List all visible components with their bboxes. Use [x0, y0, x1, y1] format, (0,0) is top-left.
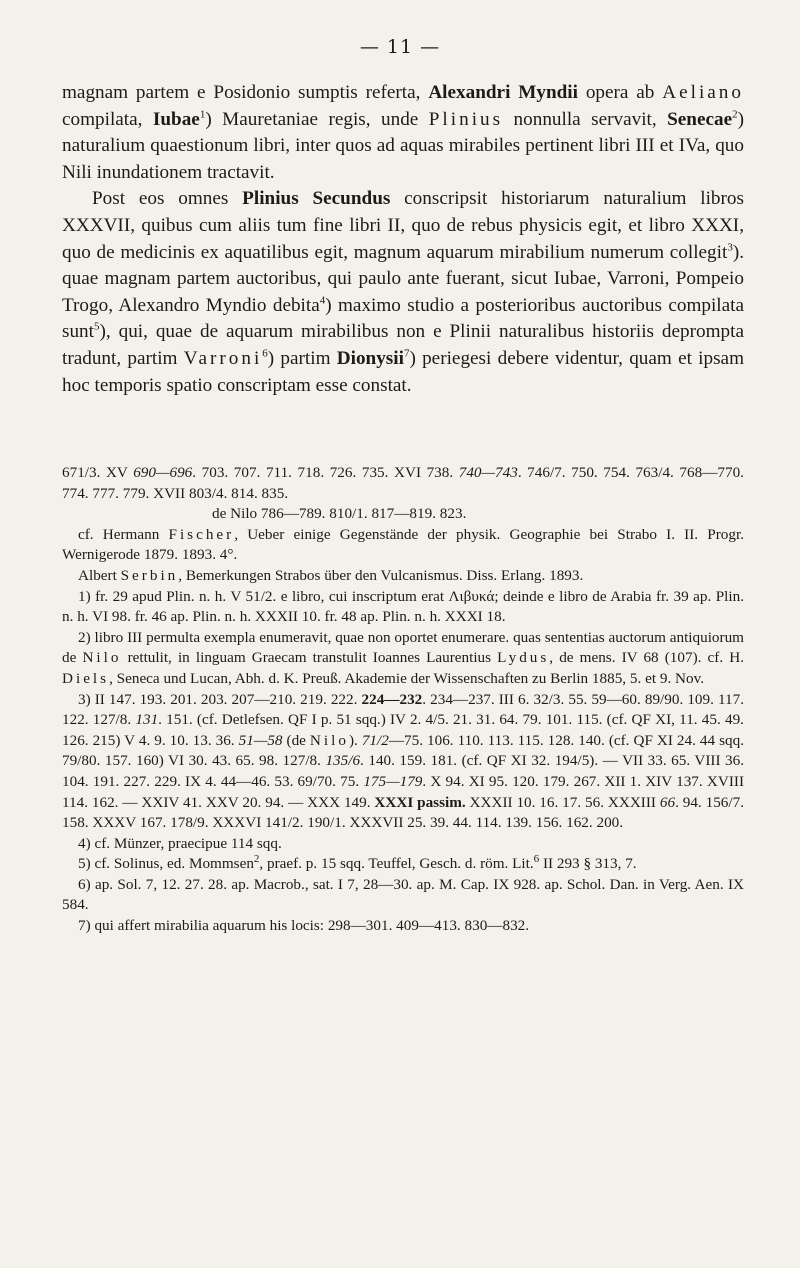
text-run: ). — [348, 731, 362, 749]
text-run: Senecae — [667, 108, 733, 130]
text-run: —75. 106. 110. 113. 115. 128. 140. (cf. QF XI 24. 44 sqq. 79/80. 157. 160) VI 30. 43. 65. 98. 127/8. — [62, 731, 745, 770]
text-run: Lydus — [497, 649, 550, 667]
text-run: , Bemerkungen Strabos über den Vulcanismus. Diss. Erlang. 1893. — [178, 566, 584, 584]
text-run: Alexandri Myndii — [428, 82, 578, 103]
footnotes — [62, 463, 744, 937]
text-run: 4) cf. Münzer, praecipue 114 sqq. — [78, 834, 282, 852]
text-run: Plinius Secundus — [242, 188, 391, 210]
footnote-marker: 2 — [732, 108, 738, 121]
text-run: magnam partem e Posidonio sumptis referta, — [62, 82, 429, 103]
text-run: Diels — [62, 669, 110, 687]
page-number: — 11 — — [359, 36, 441, 58]
text-run: rettulit, in linguam Graecam transtulit Ioannes Laurentius — [121, 649, 498, 667]
text-run: , de mens. IV 68 (107). cf. H. — [549, 649, 745, 667]
text-run: Serbin — [120, 566, 179, 584]
footnote — [62, 916, 744, 937]
text-run: 671/3. XV — [62, 464, 134, 481]
footnote — [62, 463, 744, 504]
text-run: Fischer — [168, 525, 235, 543]
text-run: 740—743 — [458, 464, 518, 481]
text-run: , praef. p. 15 sqq. Teuffel, Gesch. d. röm. Lit. — [259, 855, 534, 873]
footnote-marker: 6 — [533, 853, 540, 866]
text-run: , Seneca und Lucan, Abh. d. K. Preuß. Akademie der Wissenschaften zu Berlin 1885, 5. et 9. Nov. — [109, 669, 704, 687]
text-run: 3) II 147. 193. 201. 203. 207—210. 219. 222. — [78, 690, 362, 708]
text-run: . 140. 159. 181. (cf. QF XI 32. 194/5). — VII 33. 65. VIII 36. 104. 191. 227. 229. IX 4. 44—46. 53. 69/70. 75. — [62, 752, 744, 790]
text-run: II 293 § 313, 7. — [539, 855, 637, 873]
text-run: 131 — [135, 711, 159, 729]
footnote-marker: 6 — [262, 347, 268, 360]
text-run: 690—696 — [133, 464, 193, 481]
text-run: . 746/7. 750. 754. 763/4. 768—770. 774. 777. 779. XVII 803/4. 814. 835. — [62, 464, 744, 502]
text-run: 6) ap. Sol. 7, 12. 27. 28. ap. Macrob., sat. I 7, 28—30. ap. M. Cap. IX 928. ap. Schol. Dan. in Verg. Aen. IX 584. — [62, 875, 744, 914]
footnote-marker: 7 — [403, 347, 410, 360]
text-run: ) naturalium quaestionum libri, inter quos ad aquas mirabiles pertinent libri III et IVa, quo Nili inundationem tractavit. — [62, 108, 745, 183]
text-run: Nilo — [309, 731, 349, 749]
text-run: 175—179 — [363, 772, 423, 790]
text-run: conscripsit historiarum naturalium libros XXXVII, quibus cum aliis tum fine libri II, quo de rebus physicis egit, et libro XXXI, quo de medicinis ex aquatilibus egit, magnum aquarum mirabilium numerum collegit — [62, 188, 744, 263]
footnote — [62, 875, 744, 916]
text-run: compilata, — [62, 108, 153, 130]
text-run: ), qui, quae de aquarum mirabilibus non e Plinii naturalibus historiis deprompta tradunt, partim — [62, 321, 744, 369]
text-run: . X 94. XI 95. 120. 179. 267. XII 1. XIV 137. XVIII 114. 162. — XXIV 41. XXV 20. 94. — XXX 149. — [62, 772, 744, 811]
text-run: opera ab — [577, 82, 663, 103]
text-run: ) maximo studio a posterioribus auctoribus compilata sunt — [62, 294, 744, 343]
footnote — [62, 834, 744, 855]
text-run: XXXI passim. — [374, 793, 466, 811]
paragraph — [62, 80, 744, 186]
footnote — [62, 566, 744, 587]
text-run: . 703. 707. 711. 718. 726. 735. XVI 738. — [192, 464, 459, 481]
text-run: 224—232 — [361, 690, 423, 708]
text-run: (de — [282, 731, 310, 749]
footnote-marker: 1 — [199, 108, 206, 121]
text-run: XXXII 10. 16. 17. 56. XXXIII — [465, 793, 660, 811]
text-run: 51—58 — [238, 731, 283, 749]
text-run: ). quae magnam partem auctoribus, qui paulo ante fuerant, sicut Iubae, Varroni, Pompeio Trogo, Alexandro Myndio debita — [62, 241, 744, 316]
footnote-marker: 4 — [319, 294, 326, 307]
text-run: Nilo — [82, 649, 122, 667]
text-run: Dionysii — [336, 347, 404, 369]
text-run: 1) fr. 29 apud Plin. n. h. V 51/2. e libro, cui inscriptum erat Λιβυκά; deinde e libro de Arabia fr. 39 ap. Plin. n. h. VI 98. fr. 46 ap. Plin. n. h. XXXII 10. fr. 48 ap. Plin. n. h. XXXI 18. — [62, 587, 744, 626]
footnote-marker: 5 — [94, 320, 100, 333]
text-run: . 234—237. III 6. 32/3. 55. 59—60. 89/90. 109. 117. 122. 127/8. — [62, 690, 744, 729]
text-run: cf. Hermann — [78, 525, 169, 543]
main-text — [62, 80, 744, 399]
footnote — [62, 854, 744, 875]
text-run: 71/2 — [361, 731, 389, 749]
text-run: , Ueber einige Gegenstände der physik. Geographie bei Strabo I. II. Progr. Wernigerode 1879. 1893. 4°. — [62, 525, 744, 564]
footnote — [62, 525, 744, 566]
text-run: ) Mauretaniae regis, unde — [205, 108, 429, 130]
text-run: nonnulla servavit, — [503, 108, 668, 130]
text-run: Plinius — [428, 108, 504, 130]
text-run: ) periegesi debere videntur, quam et ipsam hoc temporis spatio conscriptam esse constat. — [62, 347, 744, 396]
text-run: 135/6 — [325, 752, 361, 770]
text-run: ) partim — [267, 347, 337, 369]
text-run: Varroni — [183, 347, 263, 369]
text-run: 7) qui affert mirabilia aquarum his locis: 298—301. 409—413. 830—832. — [78, 917, 530, 935]
text-run: de Nilo 786—789. 810/1. 817—819. 823. — [212, 505, 467, 523]
text-run: 66 — [659, 793, 676, 811]
text-run: Albert — [78, 566, 121, 584]
footnote — [62, 587, 744, 628]
text-run: Aeliano — [662, 82, 744, 103]
paragraph — [62, 186, 744, 399]
text-run: Post eos omnes — [92, 188, 243, 210]
text-run: . 151. (cf. Detlefsen. QF I p. 51 sqq.) IV 2. 4/5. 21. 31. 64. 79. 101. 115. (cf. QF XI, 11. 45. 49. 126. 215) V 4. 9. 10. 13. 36. — [62, 711, 744, 749]
footnote — [62, 690, 744, 834]
footnote-marker: 2 — [253, 853, 260, 866]
text-run: 5) cf. Solinus, ed. Mommsen — [78, 855, 254, 873]
footnote — [62, 628, 744, 690]
footnote — [62, 504, 744, 525]
text-run: 2) libro III permulta exempla enumeravit, quae non oportet enumerare. quas sententias auctorum antiquiorum de — [62, 628, 744, 667]
footnote-marker: 3 — [727, 241, 733, 254]
text-run: . 94. 156/7. 158. XXXV 167. 178/9. XXXVI 141/2. 190/1. XXXVII 25. 39. 44. 114. 139. 156. 162. 200. — [62, 793, 744, 832]
text-run: Iubae — [152, 108, 200, 130]
